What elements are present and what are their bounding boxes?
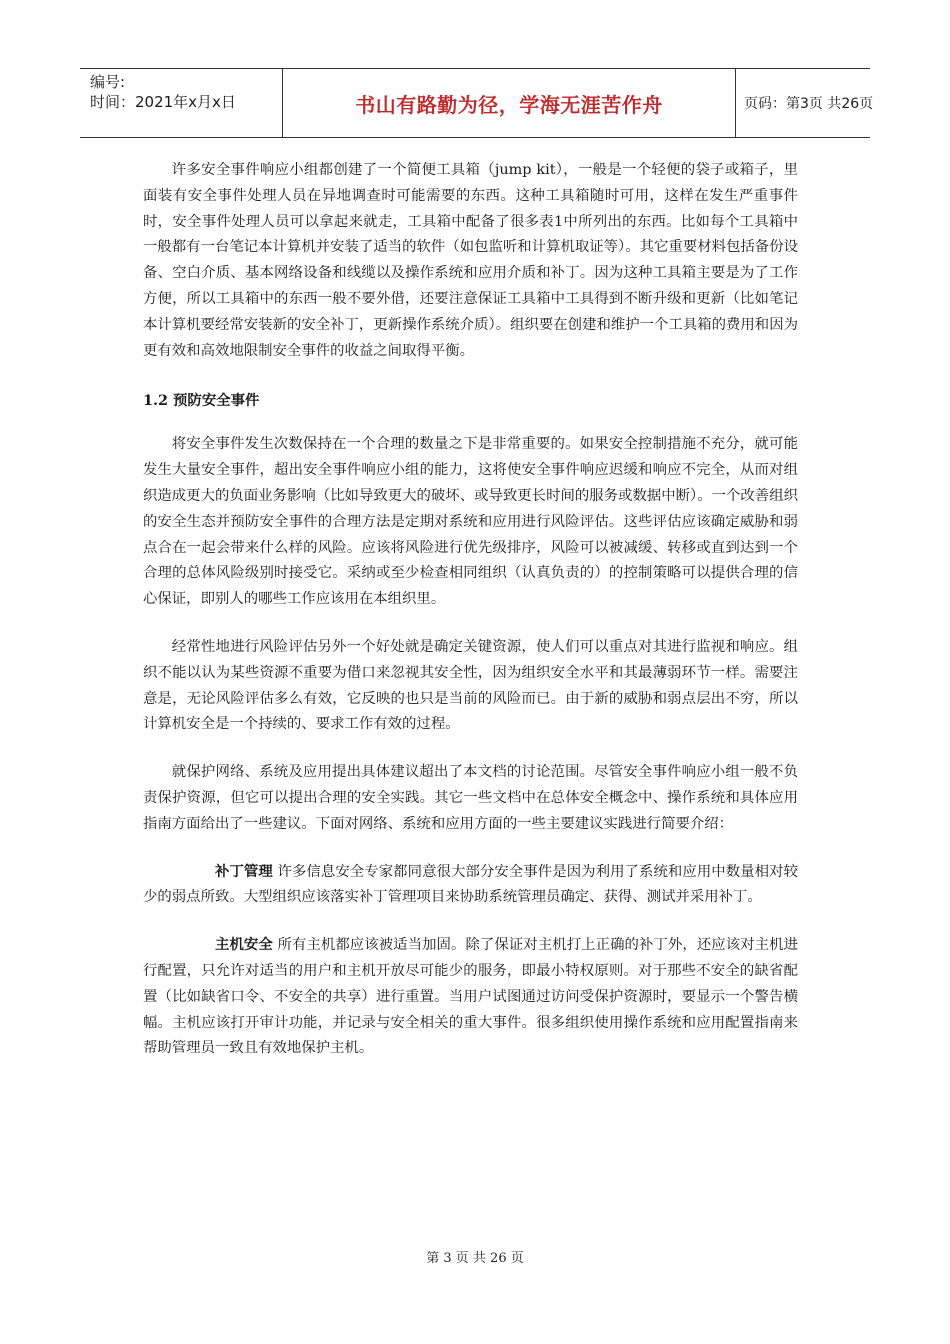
document-body bbox=[143, 158, 798, 1062]
paragraph-risk-assessment: 经常性地进行风险评估另外一个好处就是确定关键资源，使人们可以重点对其进行监视和响应。组织不能以认为某些资源不重要为借口来忽视其安全性，因为组织安全水平和其最薄弱环节一样。需要注意是，无论风险评估多么有效，它反映的也只是当前的风险而已。由于新的威胁和弱点层出不穷，所以计算机安全是一个持续的、要求工作有效的过程。 bbox=[143, 638, 798, 733]
header-page-info: 页码：第3页 共26页 bbox=[744, 96, 874, 112]
paragraph-host-security bbox=[143, 933, 798, 1062]
header-meta bbox=[80, 69, 283, 137]
host-security-text: 所有主机都应该被适当加固。除了保证对主机打上正确的补丁外，还应该对主机进行配置，只允许对适当的用户和主机开放尽可能少的服务，即最小特权原则。对于那些不安全的缺省配置（比如缺省口令、不安全的共享）进行重置。当用户试图通过访问受保护资源时，要显示一个警告横幅。主机应该打开审计功能，并记录与安全相关的重大事件。很多组织使用操作系统和应用配置指南来帮助管理员一致且有效地保护主机。 bbox=[143, 937, 798, 1057]
term-patch-management: 补丁管理 bbox=[215, 863, 273, 880]
document-date-label: 时间：2021年x月x日 bbox=[90, 93, 236, 111]
paragraph-jump-kit: 许多安全事件响应小组都创建了一个简便工具箱（jump kit），一般是一个轻便的袋子或箱子，里面装有安全事件处理人员在异地调查时可能需要的东西。这种工具箱随时可用，这样在发生严重事件时，安全事件处理人员可以拿起来就走，工具箱中配备了很多表1中所列出的东西。比如每个工具箱中一般都有一台笔记本计算机并安装了适当的软件（如包监听和计算机取证等）。其它重要材料包括备份设备、空白介质、基本网络设备和线缆以及操作系统和应用介质和补丁。因为这种工具箱主要是为了工作方便，所以工具箱中的东西一般不要外借，还要注意保证工具箱中工具得到不断升级和更新（比如笔记本计算机要经常安装新的安全补丁，更新操作系统介质）。组织要在创建和维护一个工具箱的费用和因为更有效和高效地限制安全事件的收益之间取得平衡。 bbox=[143, 162, 798, 359]
paragraph-patch-management bbox=[143, 860, 798, 912]
section-heading: 1.2 预防安全事件 bbox=[143, 392, 260, 410]
page-header bbox=[80, 68, 874, 138]
paragraph-recommendations: 就保护网络、系统及应用提出具体建议超出了本文档的讨论范围。尽管安全事件响应小组一般不负责保护资源，但它可以提出合理的安全实践。其它一些文档中在总体安全概念中、操作系统和具体应用指南方面给出了一些建议。下面对网络、系统和应用方面的一些主要建议实践进行简要介绍： bbox=[143, 764, 798, 832]
header-motto: 书山有路勤为径，学海无涯苦作舟 bbox=[283, 69, 736, 137]
page-footer: 第 3 页 共 26 页 bbox=[426, 1251, 524, 1266]
term-host-security: 主机安全 bbox=[215, 937, 273, 954]
document-number-label: 编号: bbox=[90, 73, 126, 91]
paragraph-prevention: 将安全事件发生次数保持在一个合理的数量之下是非常重要的。如果安全控制措施不充分，就可能发生大量安全事件，超出安全事件响应小组的能力，这将使安全事件响应迟缓和响应不完全，从而对组织造成更大的负面业务影响（比如导致更大的破坏、或导致更长时间的服务或数据中断）。一个改善组织的安全生态并预防安全事件的合理方法是定期对系统和应用进行风险评估。这些评估应该确定威胁和弱点合在一起会带来什么样的风险。应该将风险进行优先级排序，风险可以被减缓、转移或直到达到一个合理的总体风险级别时接受它。采纳或至少检查相同组织（认真负责的）的控制策略可以提供合理的信心保证，即别人的哪些工作应该用在本组织里。 bbox=[143, 436, 798, 608]
patch-management-text: 许多信息安全专家都同意很大部分安全事件是因为利用了系统和应用中数量相对较少的弱点所致。大型组织应该落实补丁管理项目来协助系统管理员确定、获得、测试并采用补丁。 bbox=[143, 863, 798, 906]
